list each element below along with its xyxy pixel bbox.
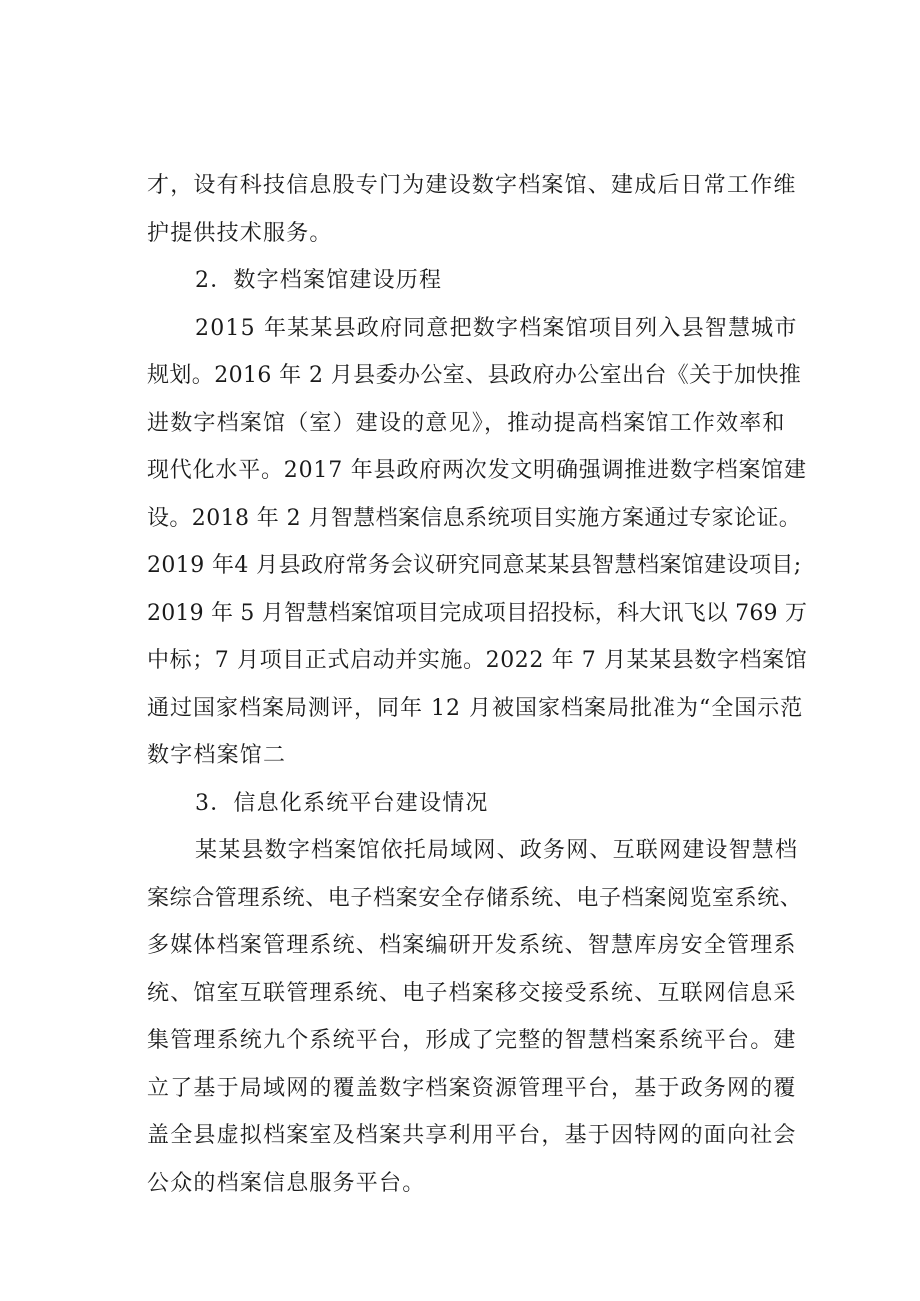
text-line: 护提供技术服务。 [147, 220, 333, 246]
text-line: 设。2018 年 2 月智慧档案信息系统项目实施方案通过专家论证。 [147, 505, 802, 531]
document-body [147, 162, 807, 1207]
text-line: 2019 年4 月县政府常务会议研究同意某某县智慧档案馆建设项目; [147, 553, 802, 578]
text-line: 盖全县虚拟档案室及档案共享利用平台，基于因特网的面向社会 [147, 1123, 797, 1148]
text-line: 统、馆室互联管理系统、电子档案移交接受系统、互联网信息采 [147, 980, 797, 1006]
text-line: 通过国家档案局测评，同年 12 月被国家档案局批准为“全国示范 [147, 695, 804, 721]
text-line: 某某县数字档案馆依托局域网、政务网、互联网建设智慧档 [195, 838, 799, 863]
text-line: 2019 年 5 月智慧档案馆项目完成项目招投标，科大讯飞以 769 万 [147, 600, 808, 626]
text-line: 立了基于局域网的覆盖数字档案资源管理平台，基于政务网的覆 [147, 1075, 797, 1101]
text-line: 集管理系统九个系统平台，形成了完整的智慧档案系统平台。建 [147, 1028, 797, 1053]
text-line: 2015 年某某县政府同意把数字档案馆项目列入县智慧城市 [195, 315, 798, 341]
text-line: 中标；7 月项目正式启动并实施。2022 年 7 月某某县数字档案馆 [147, 648, 808, 673]
text-line: 多媒体档案管理系统、档案编研开发系统、智慧库房安全管理系 [147, 933, 797, 958]
text-line: 现代化水平。2017 年县政府两次发文明确强调推进数字档案馆建 [147, 458, 807, 483]
text-line: 规划。2016 年 2 月县委办公室、县政府办公室出台《关于加快推 [147, 363, 802, 388]
text-line: 才，设有科技信息股专门为建设数字档案馆、建成后日常工作维 [147, 173, 797, 198]
section-heading: 2．数字档案馆建设历程 [195, 268, 443, 293]
text-line: 案综合管理系统、电子档案安全存储系统、电子档案阅览室系统、 [147, 885, 803, 911]
section-heading: 3．信息化系统平台建设情况 [195, 790, 489, 816]
text-line: 进数字档案馆（室）建设的意见》，推动提高档案馆工作效率和 [147, 410, 786, 436]
text-line: 公众的档案信息服务平台。 [147, 1170, 426, 1196]
text-line: 数字档案馆二 [147, 743, 287, 768]
